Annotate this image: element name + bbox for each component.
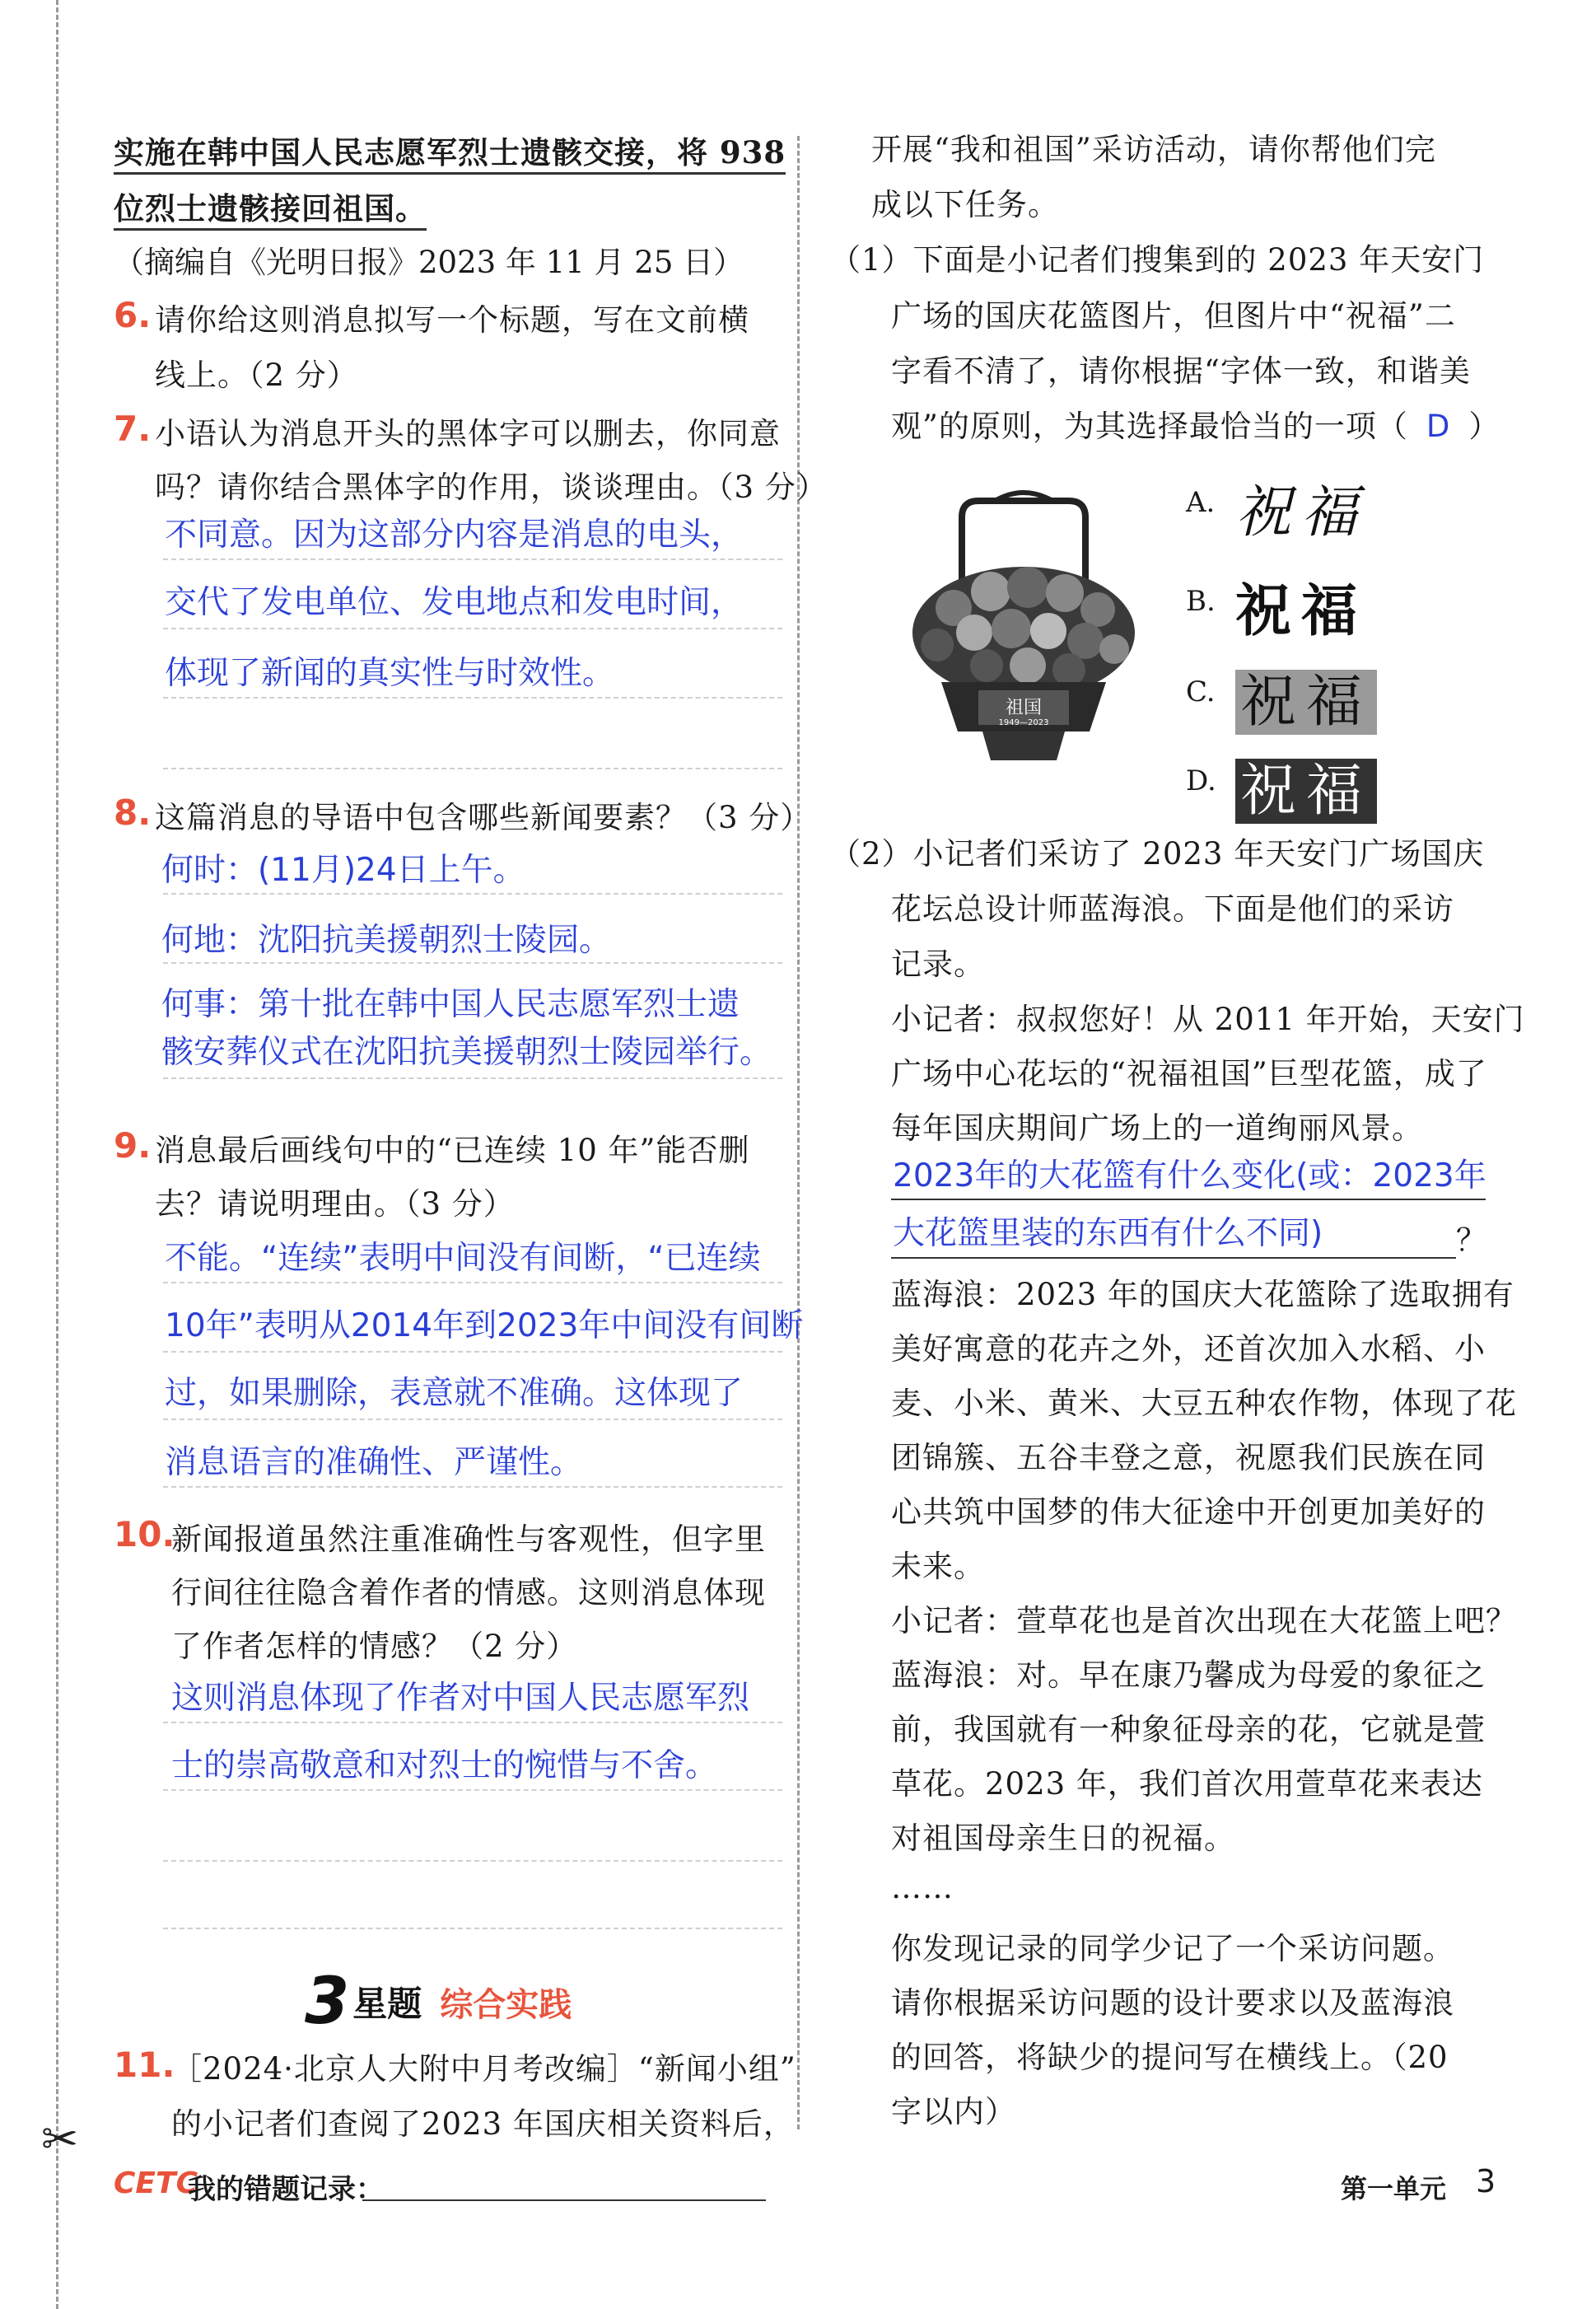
question-10-text: 新闻报道虽然注重准确性与客观性，但字里 [171, 1521, 766, 1557]
question-number-11: 11. [114, 2045, 175, 2085]
article-tail-line2: 位烈士遗骸接回祖国。 [114, 181, 427, 236]
sub1-text: 观”的原则，为其选择最恰当的一项（ D ） [891, 409, 1500, 444]
answer-8-line: 何事：第十批在韩中国人民志愿军烈士遗 [161, 986, 740, 1023]
sub2-text: 花坛总设计师蓝海浪。下面是他们的采访 [891, 891, 1454, 927]
dialog-ellipsis: …… [891, 1870, 954, 1905]
answer-8-line: 何时：(11月)24日上午。 [161, 852, 525, 889]
question-number-8: 8. [114, 792, 152, 833]
flower-basket-image [904, 484, 1143, 773]
option-a-glyph: 祝福 [1235, 480, 1368, 545]
option-b-glyph: 祝福 [1235, 578, 1368, 644]
question-11-text: 的小记者们查阅了2023 年国庆相关资料后， [171, 2106, 795, 2142]
sub2-answer-line: 2023年的大花篮有什么变化(或：2023年 [893, 1157, 1486, 1194]
basket-label: 祖国 [1005, 698, 1043, 718]
question-10-text: 了作者怎样的情感？（2 分） [171, 1629, 578, 1664]
answer-rule [163, 1486, 782, 1488]
answer-8-line: 何地：沈阳抗美援朝烈士陵园。 [161, 922, 612, 959]
answer-9-line: 过，如果删除，表意就不准确。这体现了 [165, 1375, 744, 1412]
question-number-9: 9. [114, 1125, 152, 1166]
dialog-designer: 前，我国就有一种象征母亲的花，它就是萱 [891, 1712, 1486, 1747]
column-divider [797, 136, 800, 2129]
answer-underline [891, 1199, 1486, 1200]
answer-rule [163, 1282, 782, 1283]
dialog-designer: 蓝海浪：2023 年的国庆大花篮除了选取拥有 [891, 1277, 1514, 1312]
dialog-designer: 草花。2023 年，我们首次用萱草花来表达 [891, 1766, 1483, 1802]
question-8-text: 这篇消息的导语中包含哪些新闻要素？（3 分） [155, 800, 812, 835]
sub2-task: 你发现记录的同学少记了一个采访问题。 [891, 1931, 1454, 1966]
answer-rule [163, 697, 782, 699]
dialog-designer: 蓝海浪：对。早在康乃馨成为母爱的象征之 [891, 1657, 1486, 1693]
unit-label: 第一单元 [1341, 2173, 1447, 2204]
option-c-label: C. [1186, 675, 1216, 708]
sub2-task: 请你根据采访问题的设计要求以及蓝海浪 [891, 1985, 1454, 2021]
dialog-reporter: 小记者：萱草花也是首次出现在大花篮上吧？ [891, 1603, 1517, 1638]
answer-rule [163, 559, 782, 560]
answer-8-line: 骸安葬仪式在沈阳抗美援朝烈士陵园举行。 [161, 1034, 772, 1071]
question-11-text: 开展“我和祖国”采访活动，请你帮他们完 [871, 132, 1436, 167]
sub1-text: 字看不清了，请你根据“字体一致，和谐美 [891, 353, 1471, 389]
option-a-label: A. [1186, 486, 1216, 519]
option-d-label: D. [1186, 764, 1216, 797]
option-b-label: B. [1186, 585, 1216, 618]
basket-years: 1949—2023 [998, 718, 1049, 727]
sub2-answer-line: 大花篮里装的东西有什么不同) [893, 1215, 1323, 1252]
question-11-text: 成以下任务。 [871, 187, 1059, 222]
answer-9-line: 消息语言的准确性、严谨性。 [165, 1444, 583, 1481]
dialog-designer: 心共筑中国梦的伟大征途中开创更加美好的 [891, 1494, 1486, 1530]
dialog-reporter: 每年国庆期间广场上的一道绚丽风景。 [891, 1110, 1423, 1146]
dialog-designer: 未来。 [891, 1549, 985, 1584]
answer-7-line: 交代了发电单位、发电地点和发电时间， [165, 584, 744, 621]
sub1-text: 广场的国庆花篮图片，但图片中“祝福”二 [891, 298, 1456, 334]
dialog-reporter: 小记者：叔叔您好！从 2011 年开始，天安门 [891, 1002, 1525, 1037]
dialog-designer: 团锦簇、五谷丰登之意，祝愿我们民族在同 [891, 1440, 1486, 1475]
question-9-text: 去？请说明理由。（3 分） [155, 1186, 515, 1222]
footer-logo: CETC [114, 2166, 198, 2200]
question-6-text: 线上。（2 分） [155, 358, 358, 393]
answer-7-line: 不同意。因为这部分内容是消息的电头， [165, 516, 744, 554]
question-6-text: 请你给这则消息拟写一个标题，写在文前横 [155, 302, 749, 338]
answer-rule [163, 768, 782, 769]
answer-rule [163, 1351, 782, 1353]
answer-rule [163, 1789, 782, 1791]
option-d-glyph: 祝福 [1235, 746, 1377, 826]
answer-10-line: 士的崇高敬意和对烈士的惋惜与不舍。 [171, 1747, 718, 1784]
answer-10-line: 这则消息体现了作者对中国人民志愿军烈 [171, 1680, 750, 1717]
sub1-answer: D [1426, 409, 1451, 444]
answer-question-mark: ？ [1456, 1222, 1487, 1258]
answer-rule [163, 1419, 782, 1420]
answer-rule [163, 893, 782, 895]
star-word: 星题 [352, 1984, 422, 2024]
question-number-6: 6. [114, 295, 152, 335]
section-title [305, 1965, 572, 2039]
question-11-text: ［2024·北京人大附中月考改编］“新闻小组” [171, 2051, 796, 2087]
article-source: （摘编自《光明日报》2023 年 11 月 25 日） [114, 245, 744, 280]
page-number: 3 [1476, 2163, 1496, 2199]
sub2-task: 字以内） [891, 2094, 1016, 2129]
sub2-text: 记录。 [891, 947, 985, 982]
scissors-icon: ✂ [41, 2113, 79, 2165]
dialog-designer: 美好寓意的花卉之外，还首次加入水稻、小 [891, 1331, 1486, 1367]
section-subtitle: 综合实践 [440, 1985, 572, 2024]
question-7-text: 吗？请你结合黑体字的作用，谈谈理由。（3 分） [155, 470, 828, 505]
answer-rule [163, 628, 782, 629]
cut-line [56, 0, 58, 2309]
article-tail-line1: 实施在韩中国人民志愿军烈士遗骸交接，将 938 [114, 125, 786, 180]
answer-rule [163, 1077, 782, 1079]
question-10-text: 行间往往隐含着作者的情感。这则消息体现 [171, 1575, 766, 1610]
answer-rule [163, 1860, 782, 1862]
answer-7-line: 体现了新闻的真实性与时效性。 [165, 655, 615, 692]
dialog-designer: 对祖国母亲生日的祝福。 [891, 1821, 1235, 1856]
dialog-designer: 麦、小米、黄米、大豆五种农作物，体现了花 [891, 1386, 1517, 1421]
error-record-label: 我的错题记录： [188, 2173, 384, 2206]
star-level: 3 [305, 1965, 350, 2039]
answer-9-line: 不能。“连续”表明中间没有间断，“已连续 [165, 1240, 761, 1277]
answer-rule [163, 962, 782, 964]
answer-underline [891, 1257, 1456, 1259]
dialog-reporter: 广场中心花坛的“祝福祖国”巨型花篮，成了 [891, 1056, 1487, 1091]
answer-rule [163, 1928, 782, 1929]
sub1-text: （1）下面是小记者们搜集到的 2023 年天安门 [830, 242, 1485, 278]
answer-rule [163, 1722, 782, 1723]
question-number-7: 7. [114, 409, 152, 449]
question-7-text: 小语认为消息开头的黑体字可以删去，你同意 [155, 416, 781, 451]
question-number-10: 10. [114, 1514, 175, 1554]
answer-9-line: 10年”表明从2014年到2023年中间没有间断 [165, 1307, 804, 1344]
sub2-text: （2）小记者们采访了 2023 年天安门广场国庆 [830, 836, 1485, 872]
sub2-task: 的回答，将缺少的提问写在横线上。（20 [891, 2040, 1449, 2075]
error-record-line[interactable] [362, 2199, 766, 2201]
question-9-text: 消息最后画线句中的“已连续 10 年”能否删 [155, 1133, 750, 1168]
option-c-glyph: 祝福 [1235, 657, 1377, 737]
